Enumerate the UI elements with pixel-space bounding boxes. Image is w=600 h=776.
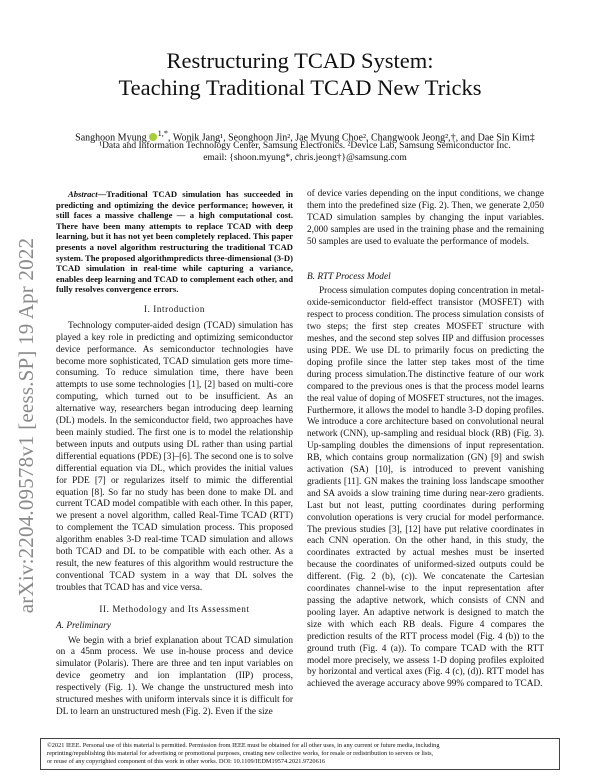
right-column (307, 189, 544, 691)
copyright-line-2: reprinting/republishing this material for advertising or promotional purposes, creating new collective works, for resale or redistribution to servers or lists, (47, 750, 434, 757)
copyright-line-1: ©2021 IEEE. Personal use of this material is permitted. Permission from IEEE must be obtained for all other uses, in any current or future media, including (47, 742, 440, 749)
paper-title (40, 47, 560, 101)
author-first: Sanghoon Myung (75, 132, 147, 144)
title-line-1: Restructuring TCAD System: (166, 48, 434, 73)
affiliation-line: ¹Data and Information Technology Center, Samsung Electronics. ²Device Lab, Samsung Semiconductor Inc. (99, 141, 511, 151)
abstract (56, 189, 293, 295)
copyright-notice (40, 738, 560, 770)
rtt-process-paragraph: Process simulation computes doping concentration in metal-oxide-semiconductor field-effect transistor (MOSFET) with respect to process condition. The process simulation consists of two steps; the first step creates MOSFET structure with meshes, and the second step solves IIP and diffusion processes using PDE. We use DL to primarily focus on predicting the doping profile since the latter step takes most of the time during process simulation.The distinctive feature of our work compared to the previous ones is that the process model learns the real value of doping of MOSFET structures, not the images. Furthermore, it allows the model to handle 3-D doping profiles. We introduce a core architecture based on convolutional neural network (CNN), up-sampling and residual block (RB) (Fig. 3). Up-sampling doubles the dimensions of input representation. RB, which contains group normalization (GN) [9] and swish activation (SA) [10], is introduced to prevent vanishing gradients [11]. GN makes the training loss landscape smoother and SA avoids a slow training time during near-zero gradients. Last but not least, putting coordinates during performing convolution operations is very crucial for model performance. The previous studies [3], [12] have put relative coordinates in each CNN operation. On the other hand, in this study, the coordinates extracted by actual meshes must be inserted because the coordinates of uniformed-sized outputs could be different. (Fig. 2 (b), (c)). We concatenate the Cartesian coordinates channel-wise to the input representation after passing the adaptive network, which consists of CNN and pooling layer. An adaptive network is designed to match the size with which each RB deals. Figure 4 compares the prediction results of the RTT process model (Fig. 4 (b)) to the ground truth (Fig. 4 (a)). To compare TCAD with the RTT model more precisely, we assess 1-D doping profiles exploited by horizontal and vertical axes (Fig. 4 (c), (d)). RTT model has achieved the average accuracy above 99% compared to TCAD. (307, 286, 544, 690)
arxiv-identifier (14, 220, 40, 630)
title-line-2: Teaching Traditional TCAD New Tricks (118, 75, 482, 100)
arxiv-id-text: arXiv:2204.09578v1 [eess.SP] 19 Apr 2022 (14, 237, 39, 613)
author-rest: , Wonik Jang¹, Seonghoon Jin², Jae Myung Choe², Changwook Jeong²,†, and Dae Sin Kim‡ (168, 132, 535, 144)
copyright-line-3: or reuse of any copyrighted component of this work in other works. DOI: 10.1109/IEDM19574.2021.9720616 (47, 758, 326, 765)
left-column (56, 189, 293, 719)
section-heading-introduction: I. Introduction (144, 303, 205, 314)
preliminary-paragraph-continued: of device varies depending on the input conditions, we change them into the predefined size (Fig. 2). Then, we generate 2,050 TCAD simulation samples by changing the input variables. 2,000 samples are used in the training phase and the remaining 50 samples are used to evaluate the performance of models. (307, 189, 544, 247)
email-line: email: {shoon.myung*, chris.jeong†}@samsung.com (203, 152, 407, 163)
subsection-heading-rtt-process-model: B. RTT Process Model (307, 271, 391, 282)
author-first-sup: 1,* (157, 129, 168, 138)
preliminary-paragraph: We begin with a brief explanation about TCAD simulation on a 45nm process. We use in-house process and device simulator (Polaris). There are three and ten input variables on device geometry and ion implantation (IIP) process, respectively (Fig. 1). We change the unstructured mesh into structured meshes with uniform intervals since it is difficult for DL to learn an unstructured mesh (Fig. 2). Even if the size (56, 635, 293, 717)
abstract-label: Abstract (68, 189, 98, 199)
affiliations (40, 141, 570, 164)
section-heading-methodology: II. Methodology and Its Assessment (99, 603, 250, 614)
subsection-heading-preliminary: A. Preliminary (56, 620, 111, 631)
abstract-text: —Traditional TCAD simulation has succeeded in predicting and optimizing the device performance; however, it still faces a massive challenge — a high computational cost. There have been many attempts to replace TCAD with deep learning, but it has not yet been completely replaced. This paper presents a novel algorithm restructuring the traditional TCAD system. The proposed algorithmpredicts three-dimensional (3-D) TCAD simulation in real-time while capturing a variance, enables deep learning and TCAD to complement each other, and fully resolves convergence errors. (56, 189, 293, 295)
introduction-paragraph: Technology computer-aided design (TCAD) simulation has played a key role in predicting and optimizing semiconductor device performance. As semiconductor technologies have become more sophisticated, TCAD simulation gets more time-consuming. To reduce simulation time, there have been attempts to use some technologies [1], [2] based on multi-core computing, which turned out to be insufficient. As an alternative way, researchers began introducing deep learning (DL) models. In the semiconductor field, two approaches have been mainly studied. The first one is to model the relationship between inputs and outputs using DL rather than using partial differential equations (PDE) [3]–[6]. The second one is to solve differential equation via DL, which provides the initial values for PDE [7] or regularizes itself to mimic the differential equation [8]. So far no study has been done to make DL and current TCAD model compatible with each other. In this paper, we present a novel algorithm, called Real-Time TCAD (RTT) to complement the TCAD simulation process. This proposed algorithm enables 3-D real-time TCAD simulation and allows both TCAD and DL to be compatible with each other. As a result, the new features of this algorithm would restructure the conventional TCAD system in a way that DL solves the troubles that TCAD has and vice versa. (56, 320, 293, 593)
